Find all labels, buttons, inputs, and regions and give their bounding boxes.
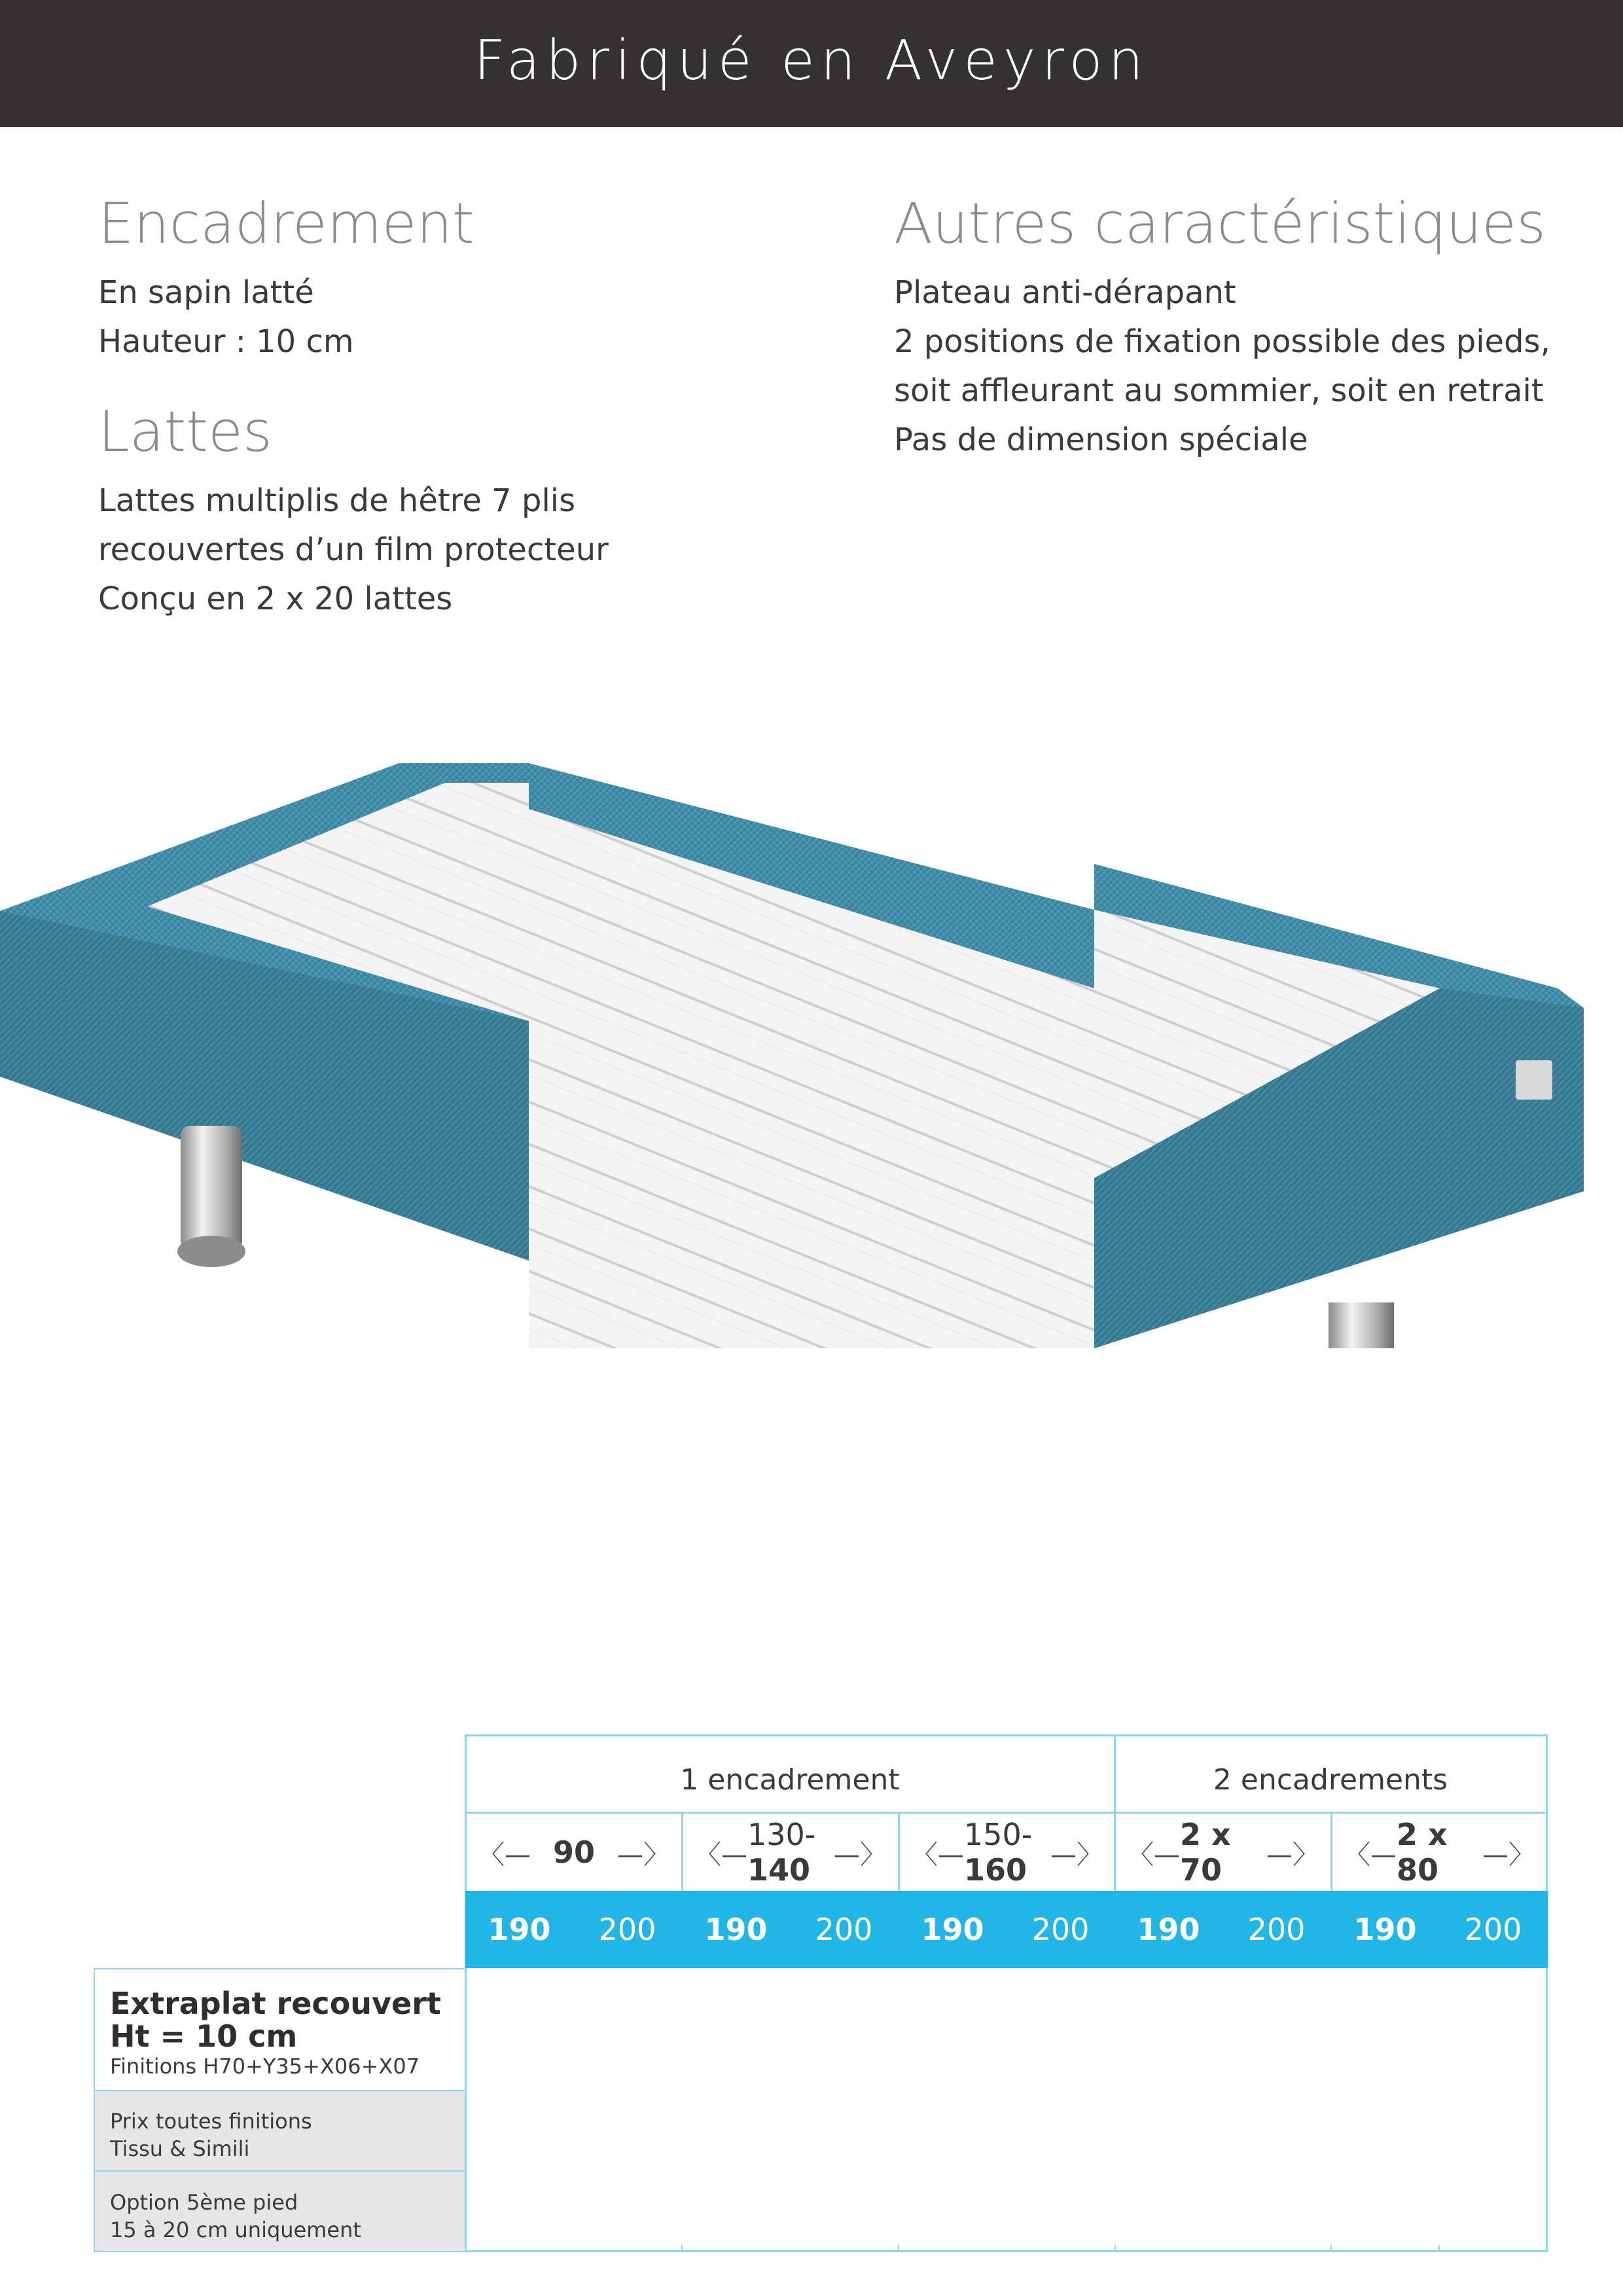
lattes-title: Lattes: [98, 399, 272, 465]
row-prix-line-1: Prix toutes finitions: [110, 2109, 312, 2134]
width-label: 150-160: [964, 1817, 1033, 1888]
width-2x70: [1116, 1814, 1330, 1891]
arrow-right-icon: —〉: [834, 1839, 886, 1870]
header-bar: [0, 0, 1623, 127]
length-200: 200: [598, 1912, 656, 1947]
group-2-encadrements: 2 encadrements: [1213, 1763, 1448, 1797]
encadrement-title: Encadrement: [98, 191, 474, 257]
width-label: 90: [552, 1835, 595, 1870]
lattes-line-1: Lattes multiplis de hêtre 7 plis: [98, 482, 576, 519]
arrow-right-icon: —〉: [1050, 1839, 1103, 1870]
arrow-left-icon: 〈—: [912, 1839, 964, 1870]
page-title: Fabriqué en Aveyron: [474, 28, 1149, 92]
bed-base-photo: [0, 763, 1584, 1352]
table-tick: [681, 2245, 683, 2251]
row-extraplat-height: Ht = 10 cm: [110, 2018, 298, 2054]
table-top-border: [465, 1734, 1548, 1736]
arrow-left-icon: 〈—: [1344, 1839, 1397, 1870]
autres-title: Autres caractéristiques: [894, 191, 1546, 257]
arrow-left-icon: 〈—: [695, 1839, 747, 1870]
arrow-right-icon: —〉: [1266, 1839, 1319, 1870]
encadrement-line-1: En sapin latté: [98, 274, 314, 311]
width-150-160: [900, 1814, 1115, 1891]
arrow-left-icon: 〈—: [478, 1839, 531, 1870]
autres-line-4: Pas de dimension spéciale: [894, 422, 1308, 458]
brand-label: [1516, 1060, 1552, 1100]
arrow-right-icon: —〉: [616, 1839, 669, 1870]
width-label: 2 x 80: [1397, 1817, 1448, 1888]
length-190: 190: [921, 1912, 984, 1947]
width-2x80: [1332, 1814, 1546, 1891]
row-prix-line-2: Tissu & Simili: [110, 2136, 250, 2161]
table-border: [1546, 1968, 1548, 2252]
bed-left-section: [0, 763, 529, 1267]
length-200: 200: [1031, 1912, 1090, 1947]
width-label: 130-140: [747, 1817, 816, 1888]
length-200: 200: [1464, 1912, 1522, 1947]
autres-line-2: 2 positions de fixation possible des pieds,: [894, 323, 1550, 360]
autres-line-1: Plateau anti-dérapant: [894, 274, 1236, 311]
row-option-line-1: Option 5ème pied: [110, 2190, 298, 2215]
arrow-left-icon: 〈—: [1128, 1839, 1180, 1870]
length-190: 190: [1353, 1912, 1417, 1947]
length-200: 200: [1247, 1912, 1306, 1947]
encadrement-line-2: Hauteur : 10 cm: [98, 323, 354, 360]
table-tick: [1115, 2245, 1116, 2251]
width-130-140: [683, 1814, 898, 1891]
width-label: 2 x 70: [1180, 1817, 1231, 1888]
autres-line-3: soit affleurant au sommier, soit en retrait: [894, 372, 1544, 409]
lattes-line-3: Conçu en 2 x 20 lattes: [98, 581, 453, 617]
table-tick: [1438, 2245, 1440, 2251]
arrow-right-icon: —〉: [1482, 1839, 1535, 1870]
bed-right-section: [1094, 864, 1584, 1348]
width-90: [467, 1814, 681, 1891]
group-1-encadrement: 1 encadrement: [680, 1763, 900, 1797]
row-extraplat-finitions: Finitions H70+Y35+X06+X07: [110, 2054, 420, 2079]
lattes-line-2: recouvertes d’un film protecteur: [98, 531, 609, 568]
row-extraplat-title: Extraplat recouvert: [110, 1986, 441, 2021]
length-190: 190: [704, 1912, 768, 1947]
row-option-line-2: 15 à 20 cm uniquement: [110, 2217, 361, 2242]
length-190: 190: [1137, 1912, 1200, 1947]
table-tick: [898, 2245, 899, 2251]
length-200: 200: [815, 1912, 873, 1947]
length-190: 190: [488, 1912, 551, 1947]
bed-middle-closeup: [529, 763, 1094, 1348]
table-tick: [1330, 2245, 1332, 2251]
table-bottom-border: [465, 2250, 1548, 2252]
